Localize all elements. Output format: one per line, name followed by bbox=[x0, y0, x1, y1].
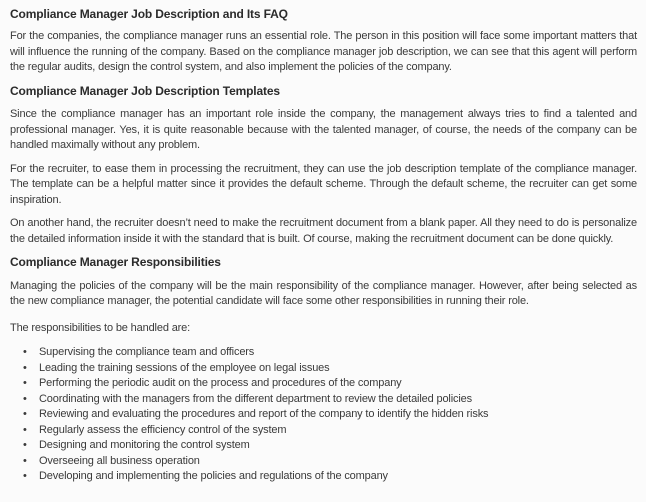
paragraph-faq-1: For the companies, the compliance manager runs an essential role. The person in this position will face some important matters that will influence the running of the company. Based on the compliance manager job description, we can see that this agent will perform the regular audits, design the control system, and also implement the policies of the company. bbox=[10, 30, 637, 73]
responsibility-item: • Regularly assess the efficiency control of the system bbox=[10, 423, 637, 439]
section-heading-faq: Compliance Manager Job Description and Its FAQ bbox=[10, 7, 288, 21]
section-heading-templates: Compliance Manager Job Description Templates bbox=[10, 83, 280, 98]
responsibility-item: • Designing and monitoring the control system bbox=[10, 438, 637, 454]
responsibility-item: • Leading the training sessions of the employee on legal issues bbox=[10, 361, 637, 377]
paragraph-responsibilities-1: Managing the policies of the company will be the main responsibility of the compliance manager. However, after being selected as the new compliance manager, the potential candidate will face some other responsibilities in running their role. bbox=[10, 279, 637, 307]
paragraph-templates-1: Since the compliance manager has an important role inside the company, the management always tries to find a talented and professional manager. Yes, it is quite reasonable because with the talented manager, of course, the needs of the company can be handled maximally without any problem. bbox=[10, 108, 637, 151]
responsibility-item: • Performing the periodic audit on the process and procedures of the company bbox=[10, 376, 637, 392]
responsibilities-list bbox=[10, 345, 637, 485]
section-heading-responsibilities: Compliance Manager Responsibilities bbox=[10, 255, 221, 269]
responsibilities-list-intro: The responsibilities to be handled are: bbox=[10, 321, 191, 334]
responsibility-item: • Coordinating with the managers from the different department to review the detailed policies bbox=[10, 392, 637, 408]
responsibility-item: • Developing and implementing the policies and regulations of the company bbox=[10, 469, 637, 485]
paragraph-templates-2: For the recruiter, to ease them in processing the recruitment, they can use the job description template of the compliance manager. The template can be a helpful matter since it provides the default scheme. Through the default scheme, the recruiter can get some inspiration. bbox=[10, 162, 637, 206]
responsibility-item: • Overseeing all business operation bbox=[10, 454, 637, 470]
responsibility-item: • Reviewing and evaluating the procedures and report of the company to identify the hidden risks bbox=[10, 407, 637, 423]
responsibility-item: • Supervising the compliance team and officers bbox=[10, 345, 637, 361]
paragraph-templates-3: On another hand, the recruiter doesn’t need to make the recruitment document from a blank paper. All they need to do is personalize the detailed information inside it with the standard that is built. Of course, making the recruitment document can be done quickly. bbox=[10, 217, 637, 245]
